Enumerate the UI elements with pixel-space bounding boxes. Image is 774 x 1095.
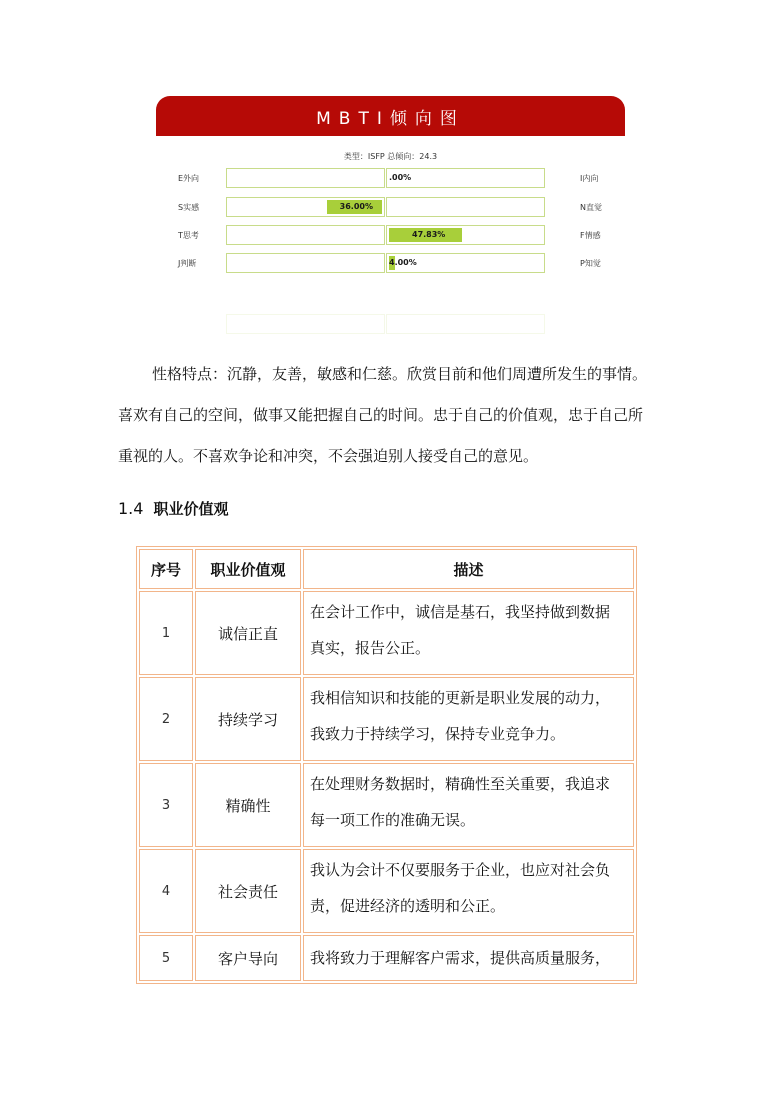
table-header-row [139,549,634,589]
mbti-left-label: E外向 [178,174,200,183]
desc-line: 真实，报告公正。 [310,639,431,657]
mbti-right-label: I内向 [580,174,599,183]
personality-line-3: 重视的人。不喜欢争论和冲突，不会强迫别人接受自己的意见。 [118,447,539,465]
mbti-right-box [386,197,545,217]
row-number: 4 [139,849,193,933]
desc-line: 每一项工作的准确无误。 [310,811,476,829]
row-value: 诚信正直 [195,591,301,675]
row-value: 社会责任 [195,849,301,933]
personality-line-2: 喜欢有自己的空间，做事又能把握自己的时间。忠于自己的价值观，忠于自己所 [118,406,644,424]
faded-box-right [386,314,545,334]
mbti-bar-value: 4.00% [389,258,417,267]
mbti-left-box [226,253,385,273]
mbti-row [150,253,630,273]
mbti-row [150,168,630,188]
mbti-faded-row [150,310,630,340]
mbti-bar-value: 47.83% [412,230,446,239]
mbti-row [150,197,630,217]
header-number: 序号 [139,549,193,589]
section-number: 1.4 [118,499,144,518]
row-description [303,935,634,981]
mbti-left-label: T思考 [178,231,199,240]
desc-line: 我相信知识和技能的更新是职业发展的动力， [310,689,611,707]
row-description [303,677,634,761]
mbti-right-box [386,225,545,245]
desc-line: 在会计工作中，诚信是基石，我坚持做到数据 [310,603,611,621]
mbti-title: MBTI倾向图 [156,96,625,136]
mbti-bar-value: .00% [389,173,412,182]
desc-line: 我将致力于理解客户需求，提供高质量服务， [310,949,611,967]
header-value: 职业价值观 [195,549,301,589]
mbti-row [150,225,630,245]
personality-line-1: 性格特点：沉静，友善，敏感和仁慈。欣赏目前和他们周遭所发生的事情。 [152,365,648,383]
table-row [139,677,634,761]
row-value: 客户导向 [195,935,301,981]
row-description [303,849,634,933]
section-title: 职业价值观 [153,500,229,518]
row-number: 2 [139,677,193,761]
desc-line: 在处理财务数据时，精确性至关重要，我追求 [310,775,611,793]
row-number: 5 [139,935,193,981]
header-description: 描述 [303,549,634,589]
mbti-right-label: F情感 [580,231,601,240]
row-description [303,763,634,847]
mbti-subtitle: 类型：ISFP 总倾向：24.3 [343,152,438,161]
mbti-left-label: S实感 [178,203,200,212]
table-row [139,763,634,847]
faded-box-left [226,314,385,334]
section-heading [118,498,228,519]
mbti-bar-value: 36.00% [339,202,373,211]
mbti-right-label: P知觉 [580,259,601,268]
row-description [303,591,634,675]
career-values-table [136,546,637,984]
row-number: 1 [139,591,193,675]
desc-line: 责，促进经济的透明和公正。 [310,897,506,915]
mbti-right-box [386,168,545,188]
table-row [139,935,634,981]
mbti-left-box [226,197,385,217]
mbti-right-box [386,253,545,273]
mbti-right-label: N直觉 [580,203,602,212]
row-value: 精确性 [195,763,301,847]
mbti-left-label: J判断 [178,259,197,268]
row-value: 持续学习 [195,677,301,761]
mbti-left-box [226,168,385,188]
mbti-left-box [226,225,385,245]
table-row [139,849,634,933]
row-number: 3 [139,763,193,847]
desc-line: 我致力于持续学习，保持专业竞争力。 [310,725,566,743]
table-row [139,591,634,675]
desc-line: 我认为会计不仅要服务于企业，也应对社会负 [310,861,611,879]
